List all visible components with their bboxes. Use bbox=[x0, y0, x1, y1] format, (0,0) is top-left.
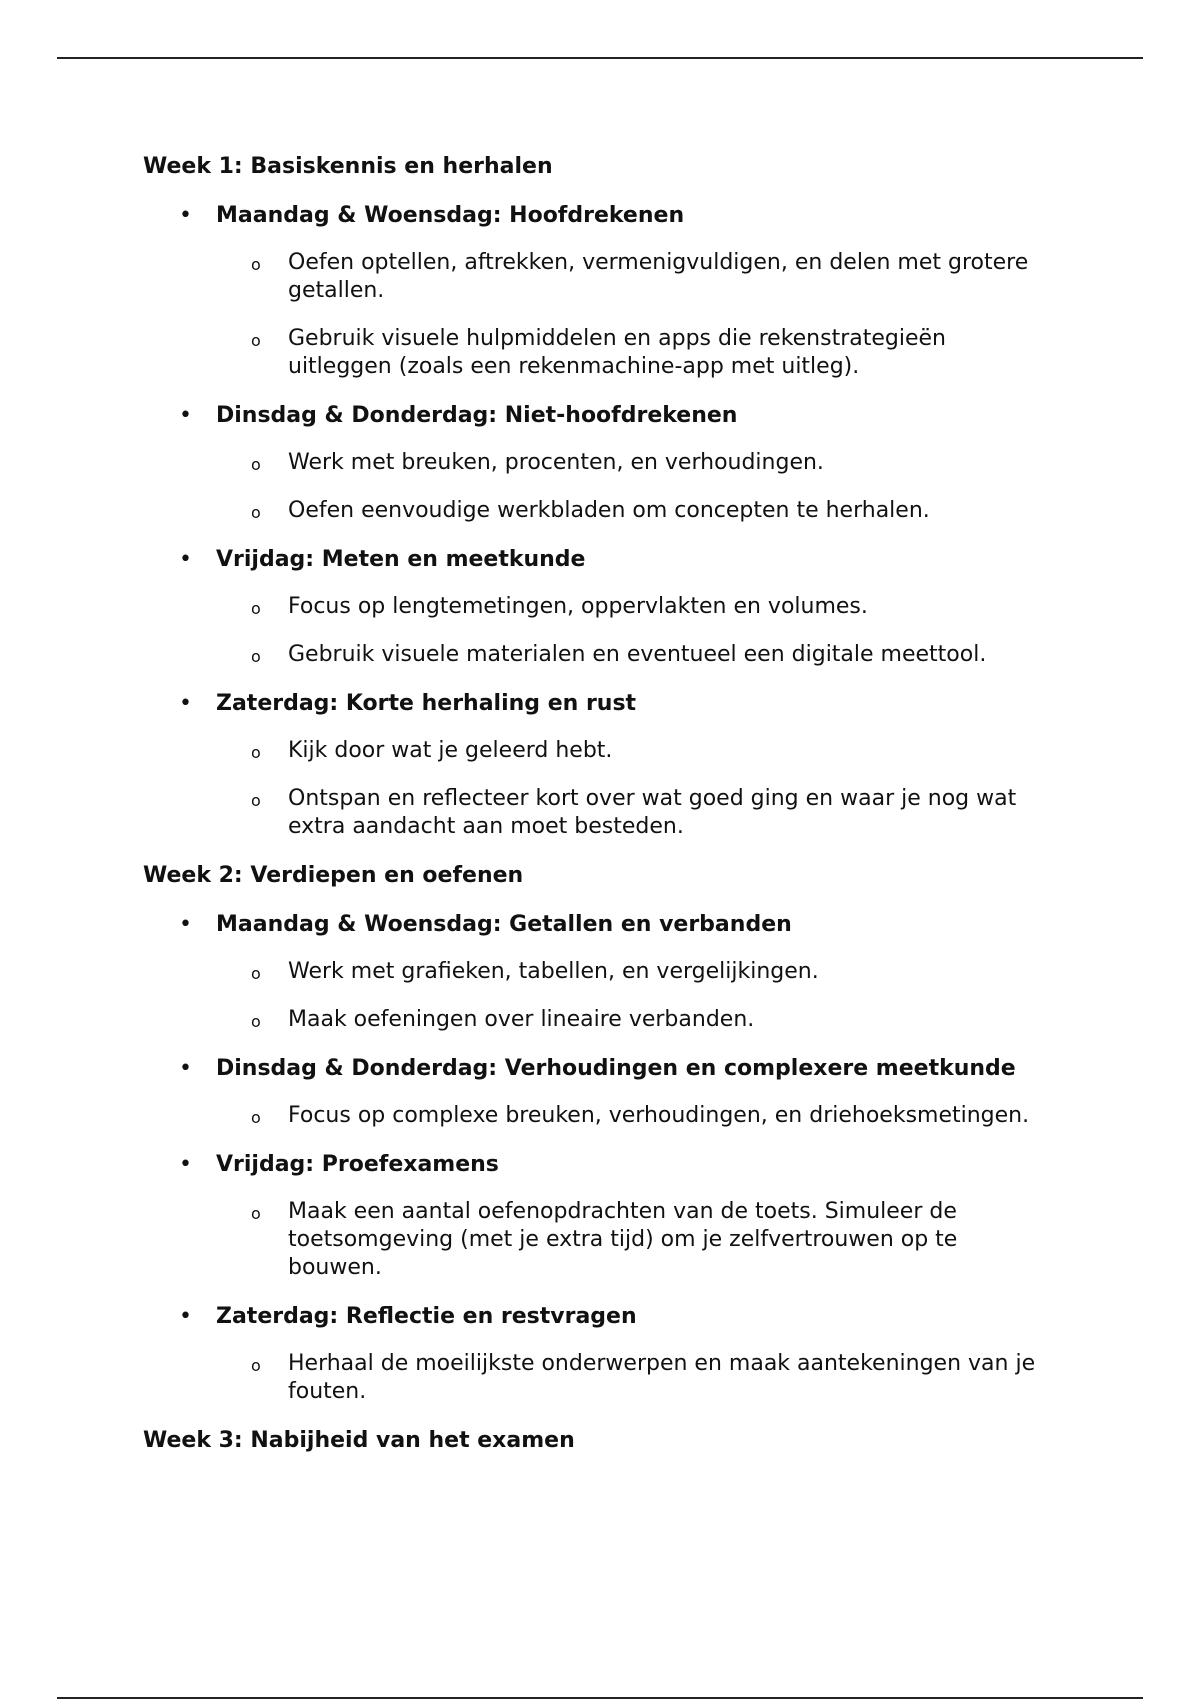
task-text: Oefen optellen, aftrekken, vermenigvuldigen, en delen met grotere getallen. bbox=[288, 250, 1029, 303]
circle-bullet-icon: o bbox=[251, 743, 261, 762]
task-item bbox=[216, 1198, 1063, 1282]
bullet-icon: • bbox=[179, 1056, 192, 1081]
day-title: Dinsdag & Donderdag: Verhoudingen en complexere meetkunde bbox=[216, 1056, 1016, 1081]
task-text: Oefen eenvoudige werkbladen om concepten te herhalen. bbox=[288, 498, 930, 523]
task-text: Gebruik visuele materialen en eventueel een digitale meettool. bbox=[288, 642, 987, 667]
day-title: Zaterdag: Korte herhaling en rust bbox=[216, 691, 637, 716]
task-list bbox=[216, 737, 1063, 841]
day-title: Vrijdag: Proefexamens bbox=[216, 1152, 499, 1177]
circle-bullet-icon: o bbox=[251, 331, 261, 350]
task-text: Herhaal de moeilijkste onderwerpen en maak aantekeningen van je fouten. bbox=[288, 1351, 1036, 1404]
day-title: Maandag & Woensdag: Getallen en verbanden bbox=[216, 912, 792, 937]
day-item bbox=[143, 910, 1063, 1034]
day-title: Zaterdag: Reflectie en restvragen bbox=[216, 1304, 637, 1329]
circle-bullet-icon: o bbox=[251, 647, 261, 666]
day-title: Vrijdag: Meten en meetkunde bbox=[216, 547, 586, 572]
day-item bbox=[143, 1302, 1063, 1406]
task-text: Maak oefeningen over lineaire verbanden. bbox=[288, 1007, 755, 1032]
task-item bbox=[216, 249, 1063, 305]
day-item bbox=[143, 689, 1063, 841]
task-item bbox=[216, 641, 1063, 669]
task-list bbox=[216, 1102, 1063, 1130]
document-body bbox=[143, 152, 1063, 1475]
bullet-icon: • bbox=[179, 1152, 192, 1177]
day-title: Maandag & Woensdag: Hoofdrekenen bbox=[216, 203, 685, 228]
task-item bbox=[216, 325, 1063, 381]
bullet-icon: • bbox=[179, 203, 192, 228]
bullet-icon: • bbox=[179, 1304, 192, 1329]
task-item bbox=[216, 593, 1063, 621]
circle-bullet-icon: o bbox=[251, 1356, 261, 1375]
task-item bbox=[216, 1006, 1063, 1034]
task-item bbox=[216, 785, 1063, 841]
task-text: Gebruik visuele hulpmiddelen en apps die rekenstrategieën uitleggen (zoals een rekenmachine-app met uitleg). bbox=[288, 326, 946, 379]
footer-rule bbox=[57, 1697, 1143, 1699]
week-heading: Week 1: Basiskennis en herhalen bbox=[143, 154, 553, 179]
bullet-icon: • bbox=[179, 912, 192, 937]
task-item bbox=[216, 1350, 1063, 1406]
circle-bullet-icon: o bbox=[251, 503, 261, 522]
task-list bbox=[216, 593, 1063, 669]
circle-bullet-icon: o bbox=[251, 1108, 261, 1127]
task-item bbox=[216, 449, 1063, 477]
day-item bbox=[143, 201, 1063, 381]
task-list bbox=[216, 958, 1063, 1034]
week-heading: Week 2: Verdiepen en oefenen bbox=[143, 863, 524, 888]
task-item bbox=[216, 737, 1063, 765]
task-list bbox=[216, 1198, 1063, 1282]
task-text: Ontspan en reflecteer kort over wat goed ging en waar je nog wat extra aandacht aan moet besteden. bbox=[288, 786, 1017, 839]
circle-bullet-icon: o bbox=[251, 455, 261, 474]
task-list bbox=[216, 449, 1063, 525]
day-item bbox=[143, 401, 1063, 525]
circle-bullet-icon: o bbox=[251, 599, 261, 618]
task-text: Kijk door wat je geleerd hebt. bbox=[288, 738, 613, 763]
bullet-icon: • bbox=[179, 403, 192, 428]
circle-bullet-icon: o bbox=[251, 964, 261, 983]
circle-bullet-icon: o bbox=[251, 255, 261, 274]
day-item bbox=[143, 1054, 1063, 1130]
day-title: Dinsdag & Donderdag: Niet-hoofdrekenen bbox=[216, 403, 738, 428]
task-text: Werk met breuken, procenten, en verhoudingen. bbox=[288, 450, 824, 475]
day-item bbox=[143, 1150, 1063, 1282]
task-list bbox=[216, 1350, 1063, 1406]
task-text: Focus op lengtemetingen, oppervlakten en volumes. bbox=[288, 594, 868, 619]
circle-bullet-icon: o bbox=[251, 1204, 261, 1223]
week-heading: Week 3: Nabijheid van het examen bbox=[143, 1428, 575, 1453]
bullet-icon: • bbox=[179, 691, 192, 716]
task-text: Maak een aantal oefenopdrachten van de toets. Simuleer de toetsomgeving (met je extra tijd) om je zelfvertrouwen op te bouwen. bbox=[288, 1199, 958, 1280]
circle-bullet-icon: o bbox=[251, 1012, 261, 1031]
circle-bullet-icon: o bbox=[251, 791, 261, 810]
bullet-icon: • bbox=[179, 547, 192, 572]
task-item bbox=[216, 497, 1063, 525]
task-list bbox=[216, 249, 1063, 381]
task-text: Werk met grafieken, tabellen, en vergelijkingen. bbox=[288, 959, 819, 984]
task-item bbox=[216, 958, 1063, 986]
header-rule bbox=[57, 57, 1143, 59]
day-item bbox=[143, 545, 1063, 669]
task-text: Focus op complexe breuken, verhoudingen, en driehoeksmetingen. bbox=[288, 1103, 1030, 1128]
task-item bbox=[216, 1102, 1063, 1130]
